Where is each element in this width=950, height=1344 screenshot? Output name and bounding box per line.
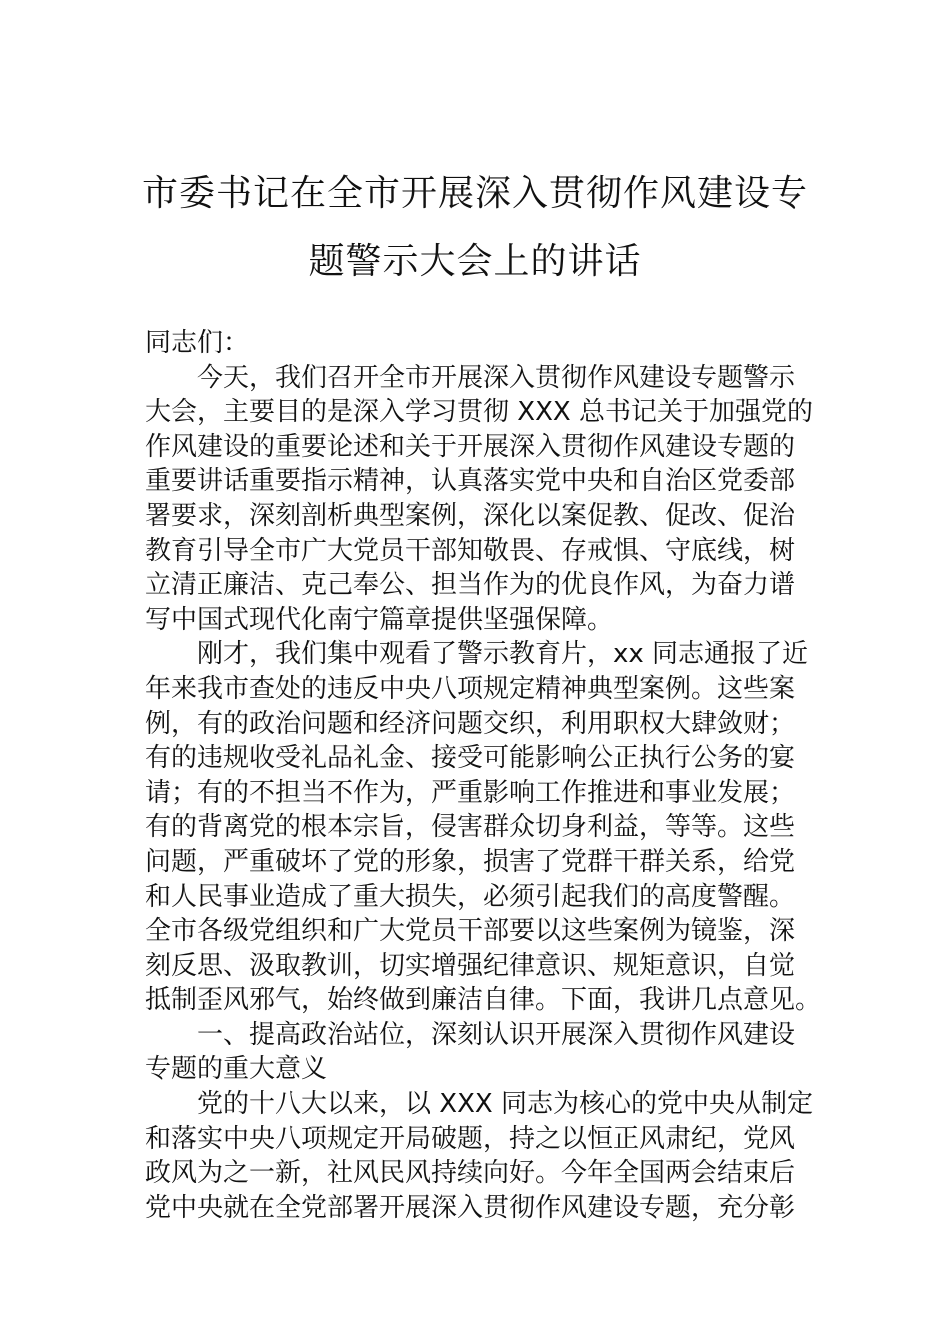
text-line: 全市各级党组织和广大党员干部要以这些案例为镜鉴，深	[145, 916, 796, 947]
text-line: 今天，我们召开全市开展深入贯彻作风建设专题警示	[197, 362, 796, 393]
text-line: 作风建设的重要论述和关于开展深入贯彻作风建设专题的	[145, 431, 796, 462]
title-line-2: 题警示大会上的讲话	[308, 241, 642, 282]
text-line: 有的背离党的根本宗旨，侵害群众切身利益，等等。这些	[145, 812, 796, 843]
text-line: 专题的重大意义	[145, 1054, 328, 1085]
text-line: 刻反思、汲取教训，切实增强纪律意识、规矩意识，自觉	[145, 950, 796, 981]
text-line: 署要求，深刻剖析典型案例，深化以案促教、促改、促治	[145, 500, 796, 531]
text-line: 政风为之一新，社风民风持续向好。今年全国两会结束后	[145, 1158, 796, 1189]
text-line: 大会，主要目的是深入学习贯彻 XXX 总书记关于加强党的	[145, 397, 813, 428]
text-line: 刚才，我们集中观看了警示教育片，xx 同志通报了近	[197, 639, 809, 670]
text-line: 和落实中央八项规定开局破题，持之以恒正风肃纪，党风	[145, 1123, 796, 1154]
text-line: 请；有的不担当不作为，严重影响工作推进和事业发展；	[145, 777, 796, 808]
document-body	[145, 326, 822, 1225]
title-line-1: 市委书记在全市开展深入贯彻作风建设专	[141, 173, 808, 214]
text-line: 有的违规收受礼品礼金、接受可能影响公正执行公务的宴	[145, 743, 796, 774]
text-line: 立清正廉洁、克己奉公、担当作为的优良作风，为奋力谱	[145, 570, 796, 601]
document-title	[120, 160, 830, 296]
text-line: 问题，严重破坏了党的形象，损害了党群干群关系，给党	[145, 846, 796, 877]
text-line: 党中央就在全党部署开展深入贯彻作风建设专题，充分彰	[145, 1192, 796, 1223]
text-line: 教育引导全市广大党员干部知敬畏、存戒惧、守底线，树	[145, 535, 796, 566]
text-line: 党的十八大以来，以 XXX 同志为核心的党中央从制定	[197, 1089, 813, 1120]
text-line: 例，有的政治问题和经济问题交织，利用职权大肆敛财；	[145, 708, 796, 739]
text-line: 同志们：	[145, 328, 250, 358]
text-line: 年来我市查处的违反中央八项规定精神典型案例。这些案	[145, 673, 796, 704]
text-line: 重要讲话重要指示精神，认真落实党中央和自治区党委部	[145, 466, 796, 497]
text-line: 抵制歪风邪气，始终做到廉洁自律。下面，我讲几点意见。	[145, 985, 822, 1016]
text-line: 和人民事业造成了重大损失，必须引起我们的高度警醒。	[145, 881, 796, 912]
text-line: 一、提高政治站位，深刻认识开展深入贯彻作风建设	[197, 1019, 796, 1050]
text-line: 写中国式现代化南宁篇章提供坚强保障。	[145, 604, 614, 635]
